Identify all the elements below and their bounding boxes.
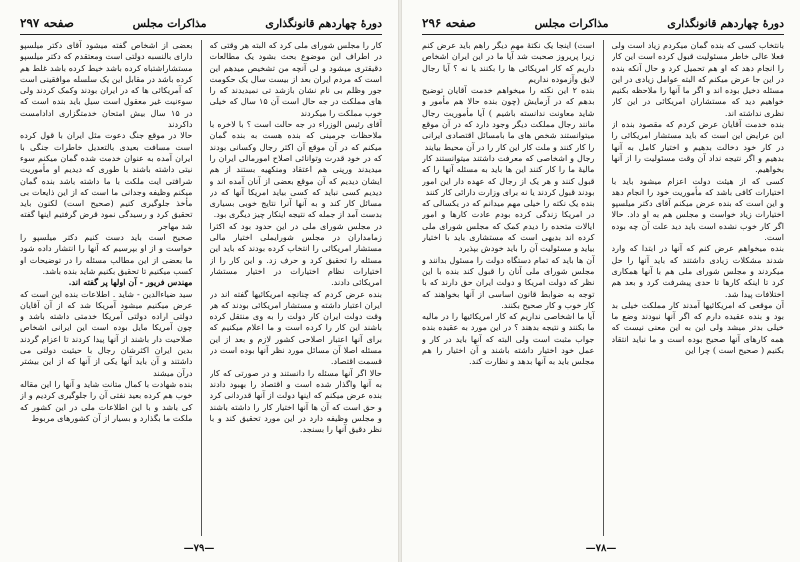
right-page-columns	[422, 40, 784, 536]
paragraph: کار را مجلس شورای ملی کرد که البته هر وقتی که در اطراف این موضوع بحث بشود یک مطالعات دقیقتری میشود و لی آنچه من تشخیص میدهم این است که مردم ایران بعد از بیست سال یک حکومت جور وظلم بی نام نشان بازشد تی نمیدیدند که را های مملکت در جه حال است آن ۱۵ سال که خیلی خوب مملکت را میکردند	[209, 40, 382, 118]
paragraph: است) اینجا یک نکتهٔ مهم دیگر راهم باید عرض کنم زیرا پریروز صحبت شد آیا ما در این ایران اشخاص داریم که کار امریکائی ها را بکنند یا نه ؟ آیا رجال لایق وآزموده نداریم	[422, 40, 595, 84]
paragraph: بنده میخواهم عرض کنم که آنها در ابتدا که وارد شدند مشکلات زیادی داشتند که باید آنها را حل میکردند و مجلس شورای ملی هم با آنها همکاری کرد تا اینکه کارها تا حدی پیشرفت کرد و بعد هم اختلافات پیدا شد.	[611, 243, 784, 299]
paragraph: بانتخاب کسی که بنده گمان میکردم زیاد است ولی فعلا عالی خاطر مسئولیت قبول کرده است این کار را انجام دهد که او هم تحمیل کرد و حال آنکه بنده در این جا عرض میکنم که البته عوامل زیادی در این مسئله دخیل بوده اند و اگر ما آنها را ملاحظه بکنیم خواهیم دید که مستشاران امریکائی در این کار نظری نداشته اند.	[611, 40, 784, 118]
left-page	[0, 0, 398, 562]
left-page-running-title: مذاکرات مجلس	[132, 16, 207, 30]
paragraph: بنده خدمت آقایان عرض کردم که مقصود بنده از این عرایض این است که باید مستشار امریکائی را در کار خود دخالت بدهیم و اختیار کامل به آنها بدهیم و اگر نتیجه نداد آن وقت مسئولیت را از آنها بخواهیم.	[611, 119, 784, 175]
paragraph: رجال و اشخاصی که معرفت داشتند میتوانستند کار مالیهٔ ما را کار کنند این ها باید به مسئله آنها را که قبول کنند و هر یک از رجال که عهده دار این امور بودند قبول کردند یا نه برای وزارت دارائی کار کنند	[422, 152, 595, 197]
left-page-columns	[20, 40, 382, 536]
paragraph: آقای رئیس الوزراء در جه حالت است ؟ با لاخره با ملاحظات جرمینی که بنده هست به بنده گمان میکنم که در آن موقع آن اکثر رجال وکسانی بودند که در خود قدرت وتوانائی اصلاح امورمالی ایران را میدیدند ورپنی هم اعتقاد ومنکهیه بستند از هم ایشان دیدیم که آن موقع بعضی از آنان آمده اند و دیدیم کسی نباید که کسی بیاید امریکا آنها که در مسائل کار کند و به آنها آنرا نتایج خوبی بسیاری بدست آمد از جمله که نتیجه اینکار چیز دیگری بود.	[209, 119, 382, 220]
right-page-header	[422, 14, 784, 32]
right-page-session-title: دورهٔ چهاردهم قانونگذاری	[667, 16, 784, 30]
right-page-footer-number: —۷۸—	[585, 543, 617, 554]
paragraph: بنده شهادت با کمال متانت شاید و آنها را این مقاله خوب هم کرده بعید نفتی آن را جلوگیری کردیم و از کی باشد و با این اطلاعات ملی در این کشور که ملکت ما بگذارد و بسیار از آن کشورهای مربوط	[20, 378, 193, 423]
right-header-rule	[422, 34, 784, 35]
right-page-right-column	[612, 40, 785, 536]
right-page	[402, 0, 800, 562]
paragraph: صحیح است باید دست کنیم دکتر میلسپو را خواست و از او بپرسیم که آنها را انتشار داده شود ما بعضی از این مطالب مسئله را در توضیحات او کسب میکنیم تا تحقیق بکنیم شاید بنده باشد.	[20, 232, 193, 276]
speaker-line: مهندس فریور - آن اولها پر گفته اند.	[68, 277, 193, 288]
right-page-number: صفحه ۲۹۶	[422, 16, 476, 30]
left-page-left-column	[20, 40, 193, 536]
left-page-footer-number: —۷۹—	[183, 543, 215, 554]
paragraph: حالا در موقع جنگ دعوت مثل ایران با قول کرده است مسافت بعیدی بالتعدیل خاطرات جنگی با ایران آمده به عنوان خدمت شده گمان میکنم سوء نیتی داشته باشند با طوری که دیدیم او مأموریت شرافتی ایت ملکت با ما داشته باشد بنده گمان میکنم وظیفه وجدانی ما است که از این ذایعات بی مأخذ جلوگیری کنیم (صحیح است) لکنون باید تحقیق کرد و رسیدگی نمود قرض گرفتیم اینها گفته شد مهاجر	[20, 130, 193, 231]
paragraph: بعضی از اشخاص گفته میشود آقای دکتر میلسپو دارای بالنسبه دولتی است ومعتقدم که دکتر میلسپو مستشاراشتباه کرده باشد خیط کرده باشد غلط هم کرده باشد در مقابل این یک سلسله موافقینی است که آمریکائی ها که در ایران بودند وکمک کردند ولی سوءنیت غیر معقول است سیل باید بنده است که در ۱۵ سال بیش امتحان خدمتگزاری ادادامست داکردند	[20, 40, 193, 130]
paragraph: بنده ۲ این نکته را میخواهم خدمت آقایان توضیح بدهم که در آزمایش (چون بنده حالا هم مأمور و شاید معاونت ندانسته باشیم ) آیا مأموریت رجال مانند رجال مملکت دیگر وجود دارد که در آن موقع میتوانستند شخص های ما بامسائل اقتصادی ایرانی را کار کنند و ملت کار این کار را در آن محیط بیایند	[422, 85, 595, 152]
paragraph: کسی که از هیئت دولت اعزام میشود باید با اختیارات کافی باشد که مأموریت خود را انجام دهد و این است که بنده عرض میکنم آقای دکتر میلسپو اختیارات زیاد خواست و مجلس هم به او داد. حالا اگر کار خوب نشده است باید دید علت آن چه بوده است.	[611, 175, 784, 243]
left-page-session-title: دورهٔ چهاردهم قانونگذاری	[265, 16, 382, 30]
column-divider	[201, 40, 202, 536]
left-page-number: صفحه ۲۹۷	[20, 16, 74, 30]
paragraph: آیا ما اشخاصی نداریم که کار امریکائیها را در مالیه ما بکنند و نتیجه بدهند ؟ در این مورد به عقیده بنده جواب مثبت است ولی البته که آنها باید در کار و عمل خود اختیار داشته باشند و آن اختیار را هم مجلس باید به آنها بدهد و نظارت کند.	[422, 311, 595, 367]
right-page-running-title: مذاکرات مجلس	[534, 16, 609, 30]
paragraph: سید ضیاءالدین - شاید . اطلاعات بنده این است که عرض میکنیم میشود آمریکا شد که از آن آقایان دولتی اراده دولتی آمریکا خدمتی داشته باشد و چون آمریکا مایل بوده است این ایرانی اشخاص صلاحیت دار باشند از آنها پیدا کردند تا اعزام گردند بدین ایران اکثرشان رجال با حیثیت دولتی می داشتند و آن باید آنها یکی از آنها که از این بیشتر درآن میشند	[20, 288, 193, 378]
column-divider	[603, 40, 604, 536]
paragraph: بنده عرض کردم که چنانچه امریکائیها گفته اند در ایران اعتبار داشته و مستشار امریکائی بودند که هر وقت دولت ایران کار دولت را به وی منتقل کرده باشند این کار را کرده است و ما اعلام میکنیم که برای آنها اعتبار اصلاحی کشور لازم و بعد از این مسئله اصلا آن مسائل مورد نظر آنها بوده است در قسمت اقتصاد.	[209, 288, 382, 367]
paragraph: در مجلس شورای ملی در این حدود بود که اکثرا زمامداران در مجلس شورایملی اختیار مالی مستشار امریکائی را انتخاب کرده بودند که باید این مسئله را تحقیق کرد و حرف زد. و این کار را از اختیارات نظام اختیارات در اختیار مستشار امریکائی دادند.	[209, 220, 382, 288]
paragraph: آن ها باید که تمام دستگاه دولت را مسئول بدانند و مجلس شورای ملی آنان را قبول کند بنده با این نظر که دولت امریکا و دولت ایران حق دارند که با توجه به ضوابط قانون اساسی از آنها بخواهند که کار خوب و کار صحیح بکنند.	[422, 254, 595, 310]
right-page-left-column	[422, 40, 595, 536]
paragraph: بنده یک نکته را خیلی مهم میدانم که در یکسالی که در امریکا زندگی کرده بودم عادت کارها و امور ایالات متحده را دیدم کمک که مجلس شورای ملی کرده اند بدیهی است که مستشاری باید با اختیار بیاید و مسئولیت آن را باید خودش بپذیرد	[422, 198, 595, 254]
paragraph: آن موقعی که امریکائیها آمدند کار مملکت خیلی بد بود و بنده عقیده دارم که اگر آنها نبودند وضع ما خیلی بدتر میشد ولی این به این معنی نیست که همه کارهای آنها صحیح بوده است و ما نباید انتقاد بکنیم ( صحیح است ) چرا این	[611, 299, 784, 356]
left-page-header	[20, 14, 382, 32]
paragraph: حالا اگر آنها مسئله را دانستند و در صورتی که کار به آنها واگذار شده است و اقتصاد را بهبود دادند بنده عرض میکنم که اینها دولت از آنها قدردانی کرد و حق است که آن ها آنها اختیار کار را داشته باشند و مجلس وظیفه دارد در این مورد تحقیق کند و با نظر دقیق آنها را بسنجد.	[209, 367, 382, 435]
left-header-rule	[20, 34, 382, 35]
left-page-right-column	[210, 40, 383, 536]
